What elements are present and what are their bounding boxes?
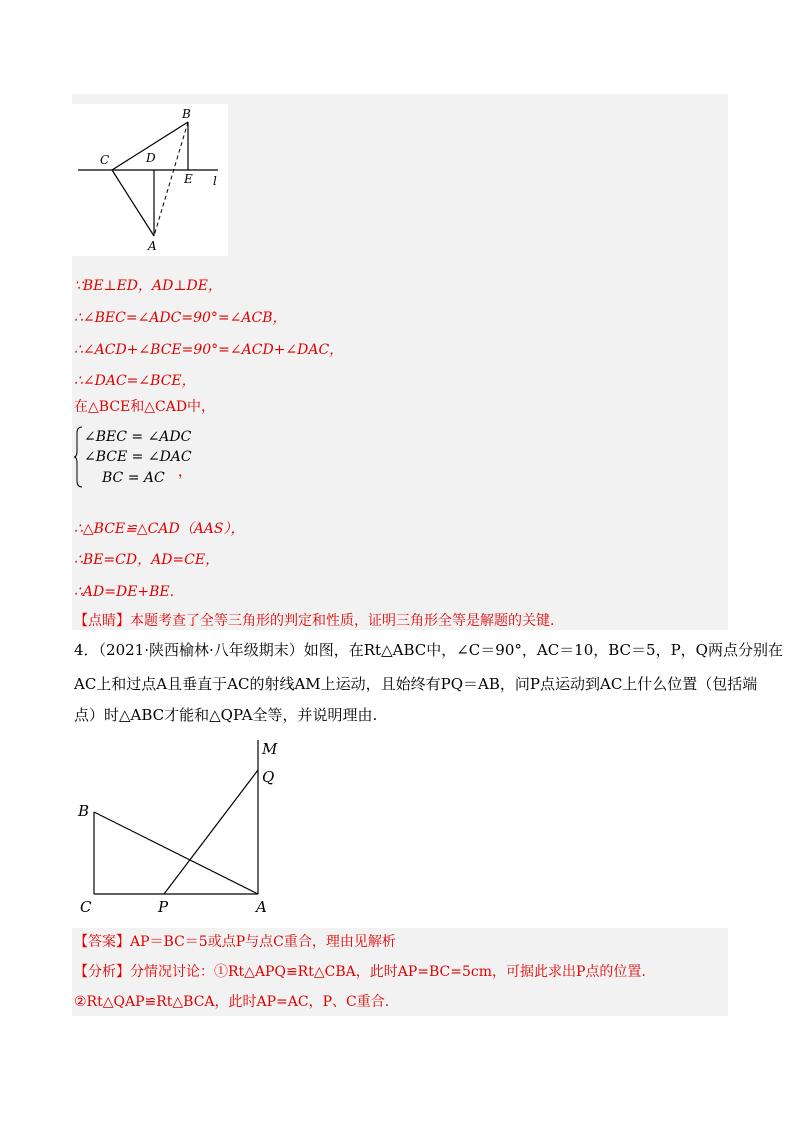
- figure-1-diagram: [72, 104, 228, 256]
- label-A: A: [148, 239, 157, 253]
- answer-line: [74, 932, 396, 952]
- label-A2: A: [256, 898, 267, 916]
- label-M: M: [262, 740, 278, 758]
- dianjing-line: [74, 611, 554, 631]
- label-E: E: [184, 172, 193, 186]
- problem-4-line-3: 点）时△ABC才能和△QPA全等，并说明理由.: [74, 706, 378, 724]
- left-brace-icon: [74, 425, 84, 489]
- conclusion-line-3: ∴AD=DE+BE.: [74, 584, 175, 600]
- label-P: P: [158, 898, 169, 916]
- proof-line-1: ∵BE⊥ED，AD⊥DE，: [74, 278, 222, 294]
- label-l: l: [213, 174, 217, 188]
- label-B: B: [182, 107, 191, 121]
- system-trailing: ，: [178, 464, 192, 480]
- system-row-2: ∠BCE = ∠DAC: [84, 449, 192, 465]
- figure-1: [72, 104, 228, 256]
- label-C: C: [100, 153, 110, 167]
- analysis-text-1: 分情况讨论：①Rt△APQ≌Rt△CBA，此时AP=BC=5cm，可据此求出P点的位置.: [130, 964, 646, 980]
- answer-tag: 【答案】: [74, 934, 130, 950]
- dianjing-tag: 【点睛】: [74, 613, 130, 629]
- equation-system: [74, 425, 194, 489]
- figure-2-diagram: [72, 738, 292, 916]
- proof-line-4: ∴∠DAC=∠BCE，: [74, 373, 196, 389]
- problem-4-line-2: AC上和过点A且垂直于AC的射线AM上运动，且始终有PQ＝AB，问P点运动到AC上什么位置（包括端: [74, 675, 758, 693]
- label-D: D: [146, 151, 156, 165]
- answer-text: AP＝BC＝5或点P与点C重合，理由见解析: [130, 934, 396, 950]
- label-B2: B: [78, 802, 90, 820]
- analysis-line-2: ②Rt△QAP≌Rt△BCA，此时AP=AC，P、C重合.: [74, 994, 390, 1010]
- analysis-line-1: [74, 962, 646, 982]
- system-row-3: BC = AC: [102, 470, 165, 486]
- label-Q: Q: [262, 768, 275, 786]
- conclusion-line-2: ∴BE=CD，AD=CE，: [74, 552, 220, 568]
- analysis-tag: 【分析】: [74, 964, 130, 980]
- proof-line-3: ∴∠ACD+∠BCE=90°=∠ACD+∠DAC，: [74, 342, 344, 358]
- proof-line-2: ∴∠BEC=∠ADC=90°=∠ACB，: [74, 310, 287, 326]
- problem-4-line-1: 4．（2021·陕西榆林·八年级期末）如图，在Rt△ABC中，∠C＝90°，AC＝10，BC＝5，P，Q两点分别在: [74, 641, 783, 659]
- label-C2: C: [80, 898, 92, 916]
- system-row-1: ∠BEC = ∠ADC: [84, 429, 192, 445]
- dianjing-text: 本题考查了全等三角形的判定和性质，证明三角形全等是解题的关键.: [130, 613, 555, 629]
- conclusion-line-1: ∴△BCE≌△CAD（AAS），: [74, 521, 245, 537]
- proof-line-5: 在△BCE和△CAD中，: [74, 399, 216, 415]
